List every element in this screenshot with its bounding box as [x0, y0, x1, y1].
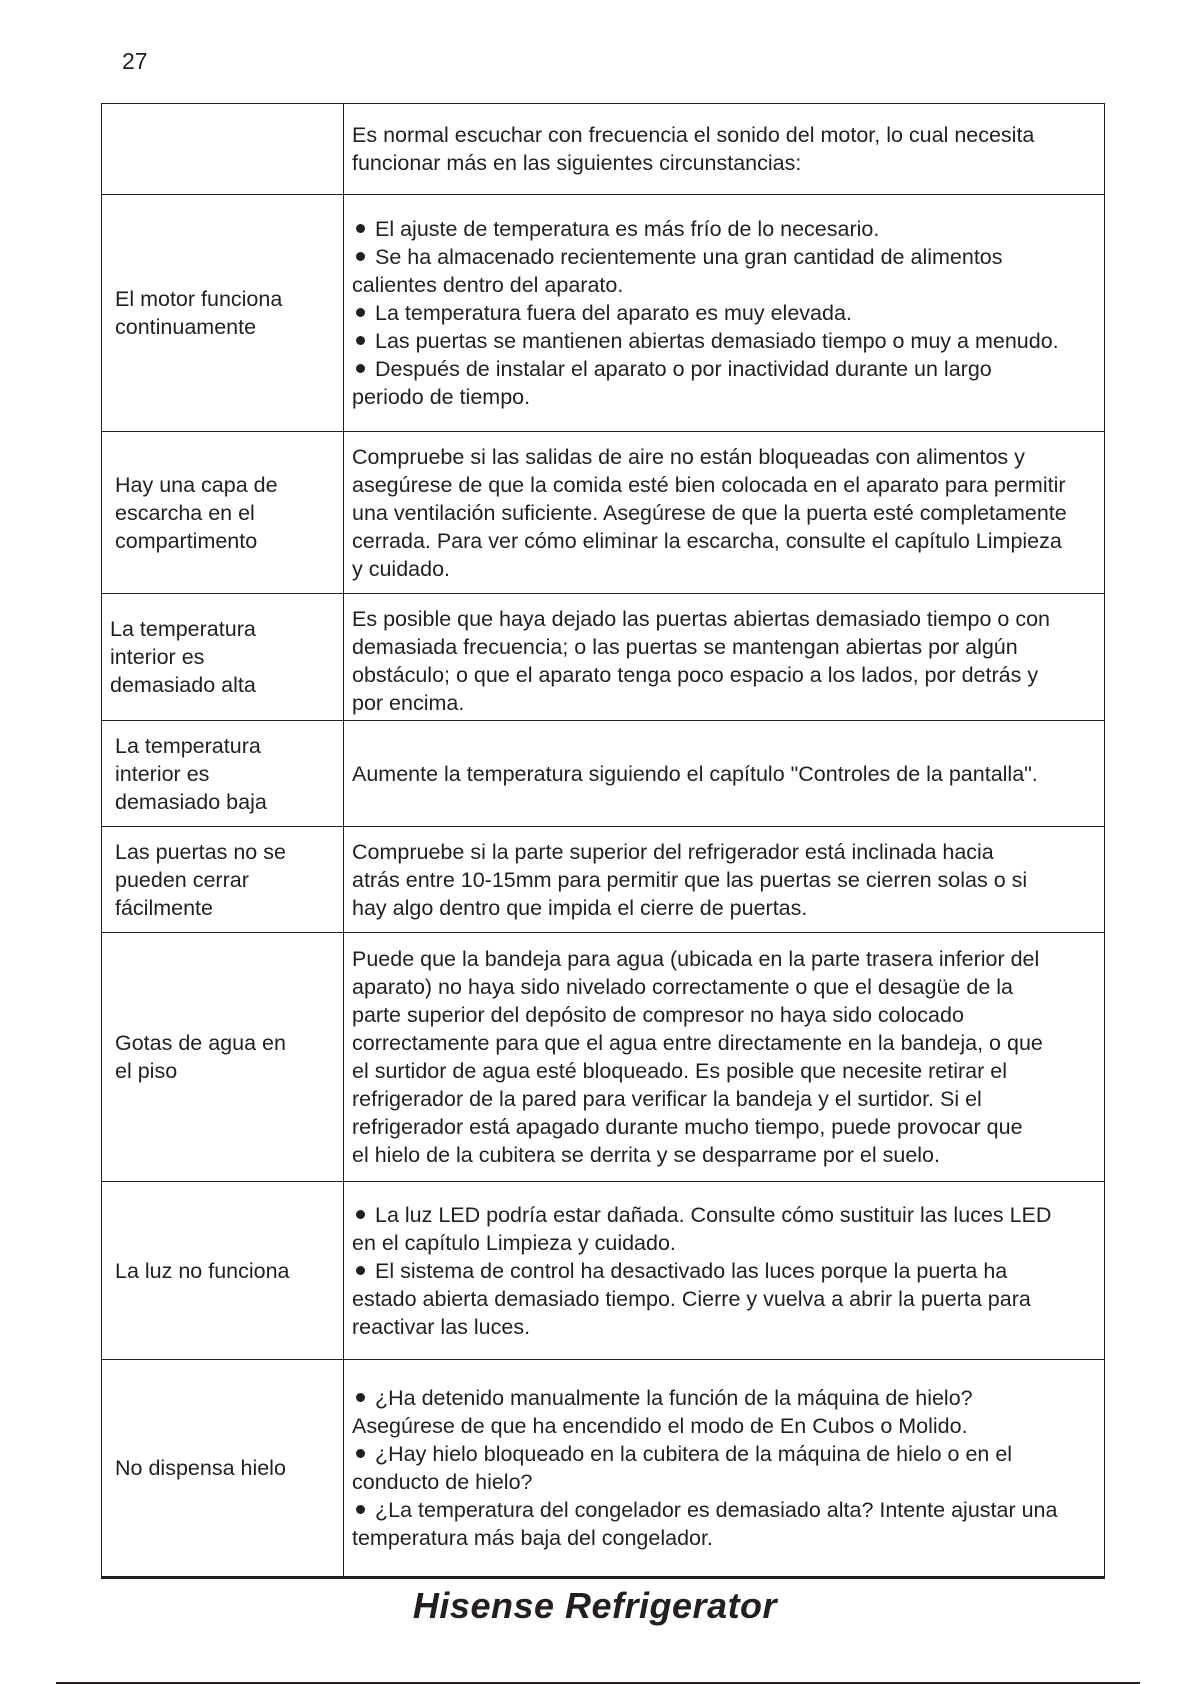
- solution-line: [352, 1141, 1098, 1169]
- bullet-icon: [356, 252, 365, 261]
- page-number: 27: [122, 48, 148, 74]
- solution-cell: [344, 594, 1105, 721]
- problem-line: el piso: [115, 1059, 178, 1083]
- solution-text: Es posible que haya dejado las puertas abiertas demasiado tiempo o con: [352, 607, 1051, 631]
- problem-line: La luz no funciona: [115, 1258, 290, 1283]
- problem-cell: [102, 432, 344, 594]
- bullet-icon: [356, 224, 365, 233]
- table-row-light-not-working: [102, 1182, 1105, 1360]
- solution-cell: [344, 1182, 1105, 1360]
- solution-text: Es normal escuchar con frecuencia el sonido del motor, lo cual necesita: [352, 123, 1035, 147]
- solution-line: [352, 1257, 1098, 1285]
- solution-line: [352, 149, 1098, 177]
- problem-line: Gotas de agua en: [115, 1031, 286, 1055]
- troubleshooting-table: [101, 103, 1105, 1579]
- table-row-motor-runs: [102, 195, 1105, 432]
- problem-line: demasiado baja: [115, 789, 267, 814]
- bullet-icon: [356, 1210, 365, 1219]
- solution-text: obstáculo; o que el aparato tenga poco espacio a los lados, por detrás y: [352, 663, 1039, 687]
- solution-text: periodo de tiempo.: [352, 385, 531, 409]
- solution-text: estado abierta demasiado tiempo. Cierre y vuelva a abrir la puerta para: [352, 1286, 1031, 1311]
- table-row-intro: [102, 104, 1105, 195]
- solution-text: La luz LED podría estar dañada. Consulte cómo sustituir las luces LED: [375, 1202, 1052, 1227]
- solution-line: [352, 689, 1098, 717]
- solution-text: parte superior del depósito de compresor no haya sido colocado: [352, 1003, 964, 1027]
- solution-line: [352, 215, 1098, 243]
- solution-text: en el capítulo Limpieza y cuidado.: [352, 1230, 676, 1255]
- problem-line: pueden cerrar: [115, 867, 249, 892]
- solution-line: [352, 499, 1098, 527]
- solution-line: [352, 1029, 1098, 1057]
- solution-text: correctamente para que el agua entre directamente en la bandeja, o que: [352, 1031, 1043, 1055]
- solution-line: [352, 1313, 1098, 1341]
- solution-line: [352, 121, 1098, 149]
- solution-line: [352, 1229, 1098, 1257]
- solution-cell: [344, 432, 1105, 594]
- solution-line: [352, 605, 1098, 633]
- solution-line: [352, 1440, 1098, 1468]
- problem-cell: [102, 195, 344, 432]
- solution-text: refrigerador de la pared para verificar la bandeja y el surtidor. Si el: [352, 1087, 982, 1111]
- solution-line: [352, 527, 1098, 555]
- solution-text: el surtidor de agua esté bloqueado. Es posible que necesite retirar el: [352, 1059, 1007, 1083]
- solution-text: cerrada. Para ver cómo eliminar la escarcha, consulte el capítulo Limpieza: [352, 529, 1062, 553]
- solution-text: Después de instalar el aparato o por inactividad durante un largo: [375, 357, 992, 381]
- solution-text: ¿Ha detenido manualmente la función de la máquina de hielo?: [375, 1386, 973, 1410]
- problem-line: escarcha en el: [115, 500, 255, 525]
- solution-text: el hielo de la cubitera se derrita y se desparrame por el suelo.: [352, 1143, 940, 1167]
- problem-cell: [102, 104, 344, 195]
- solution-line: [352, 973, 1098, 1001]
- problem-cell: [102, 1360, 344, 1578]
- problem-line: El motor funciona: [115, 287, 283, 311]
- table-row-water-drops: [102, 933, 1105, 1182]
- solution-line: [352, 661, 1098, 689]
- solution-cell: [344, 933, 1105, 1182]
- problem-cell: [102, 1182, 344, 1360]
- solution-text: asegúrese de que la comida esté bien colocada en el aparato para permitir: [352, 473, 1066, 497]
- solution-text: demasiada frecuencia; o las puertas se mantengan abiertas por algún: [352, 635, 1018, 659]
- solution-line: [352, 1496, 1098, 1524]
- solution-line: [352, 838, 1098, 866]
- solution-line: [352, 894, 1098, 922]
- solution-line: [352, 945, 1098, 973]
- table-row-no-ice: [102, 1360, 1105, 1578]
- problem-line: La temperatura: [115, 733, 261, 758]
- solution-cell: [344, 827, 1105, 933]
- solution-text: Aumente la temperatura siguiendo el capítulo "Controles de la pantalla".: [352, 761, 1038, 786]
- problem-line: interior es: [115, 761, 210, 786]
- solution-line: [352, 299, 1098, 327]
- solution-text: atrás entre 10-15mm para permitir que las puertas se cierren solas o si: [352, 868, 1028, 892]
- solution-text: funcionar más en las siguientes circunstancias:: [352, 151, 802, 175]
- problem-cell: [102, 827, 344, 933]
- solution-text: y cuidado.: [352, 557, 451, 581]
- solution-text: El ajuste de temperatura es más frío de lo necesario.: [375, 217, 880, 241]
- solution-line: [352, 271, 1098, 299]
- bullet-icon: [356, 308, 365, 317]
- table-row-temp-too-low: [102, 721, 1105, 827]
- solution-text: hay algo dentro que impida el cierre de puertas.: [352, 896, 808, 920]
- solution-text: conducto de hielo?: [352, 1470, 533, 1494]
- solution-text: reactivar las luces.: [352, 1314, 531, 1339]
- solution-text: una ventilación suficiente. Asegúrese de que la puerta esté completamente: [352, 501, 1067, 525]
- solution-line: [352, 355, 1098, 383]
- problem-line: demasiado alta: [110, 673, 256, 697]
- solution-line: [352, 1085, 1098, 1113]
- solution-line: [352, 1384, 1098, 1412]
- bullet-icon: [356, 1449, 365, 1458]
- problem-line: Las puertas no se: [115, 839, 286, 864]
- solution-text: por encima.: [352, 691, 465, 715]
- table-row-frost-layer: [102, 432, 1105, 594]
- bullet-icon: [356, 1505, 365, 1514]
- solution-text: Asegúrese de que ha encendido el modo de En Cubos o Molido.: [352, 1414, 968, 1438]
- bullet-icon: [356, 364, 365, 373]
- solution-text: La temperatura fuera del aparato es muy elevada.: [375, 301, 852, 325]
- solution-line: [352, 443, 1098, 471]
- solution-line: [352, 866, 1098, 894]
- solution-line: [352, 383, 1098, 411]
- footer-brand: Hisense Refrigerator: [412, 1585, 778, 1626]
- solution-text: Se ha almacenado recientemente una gran cantidad de alimentos: [375, 245, 1003, 269]
- table-row-doors-not-closing: [102, 827, 1105, 933]
- solution-cell: [344, 195, 1105, 432]
- solution-line: [352, 1468, 1098, 1496]
- problem-cell: [102, 721, 344, 827]
- solution-line: [352, 1201, 1098, 1229]
- solution-cell: [344, 1360, 1105, 1578]
- problem-line: La temperatura: [110, 617, 256, 641]
- solution-text: calientes dentro del aparato.: [352, 273, 624, 297]
- problem-line: continuamente: [115, 315, 257, 339]
- solution-text: Compruebe si las salidas de aire no están bloqueadas con alimentos y: [352, 445, 1025, 469]
- solution-line: [352, 555, 1098, 583]
- bullet-icon: [356, 336, 365, 345]
- solution-cell: [344, 721, 1105, 827]
- solution-line: [352, 471, 1098, 499]
- solution-line: [352, 1113, 1098, 1141]
- bullet-icon: [356, 1393, 365, 1402]
- solution-line: [352, 327, 1098, 355]
- solution-text: temperatura más baja del congelador.: [352, 1526, 713, 1550]
- solution-line: [352, 1057, 1098, 1085]
- problem-line: fácilmente: [115, 895, 213, 920]
- solution-line: [352, 1412, 1098, 1440]
- solution-text: ¿Hay hielo bloqueado en la cubitera de la máquina de hielo o en el: [375, 1442, 1013, 1466]
- solution-text: aparato) no haya sido nivelado correctamente o que el desagüe de la: [352, 975, 1013, 999]
- solution-text: Compruebe si la parte superior del refrigerador está inclinada hacia: [352, 840, 994, 864]
- problem-line: compartimento: [115, 528, 258, 553]
- solution-text: Puede que la bandeja para agua (ubicada en la parte trasera inferior del: [352, 947, 1040, 971]
- troubleshooting-table-body: [102, 104, 1105, 1578]
- solution-text: ¿La temperatura del congelador es demasiado alta? Intente ajustar una: [375, 1498, 1058, 1522]
- problem-line: Hay una capa de: [115, 472, 278, 497]
- solution-line: [352, 633, 1098, 661]
- solution-line: [352, 1524, 1098, 1552]
- problem-cell: [102, 594, 344, 721]
- table-row-temp-too-high: [102, 594, 1105, 721]
- bullet-icon: [356, 1266, 365, 1275]
- solution-text: refrigerador está apagado durante mucho tiempo, puede provocar que: [352, 1115, 1023, 1139]
- solution-line: [352, 1285, 1098, 1313]
- solution-line: [352, 1001, 1098, 1029]
- solution-cell: [344, 104, 1105, 195]
- solution-text: El sistema de control ha desactivado las luces porque la puerta ha: [375, 1258, 1008, 1283]
- problem-cell: [102, 933, 344, 1182]
- problem-line: interior es: [110, 645, 205, 669]
- solution-line: [352, 760, 1098, 788]
- solution-line: [352, 243, 1098, 271]
- solution-text: Las puertas se mantienen abiertas demasiado tiempo o muy a menudo.: [375, 329, 1059, 353]
- problem-line: No dispensa hielo: [115, 1456, 286, 1480]
